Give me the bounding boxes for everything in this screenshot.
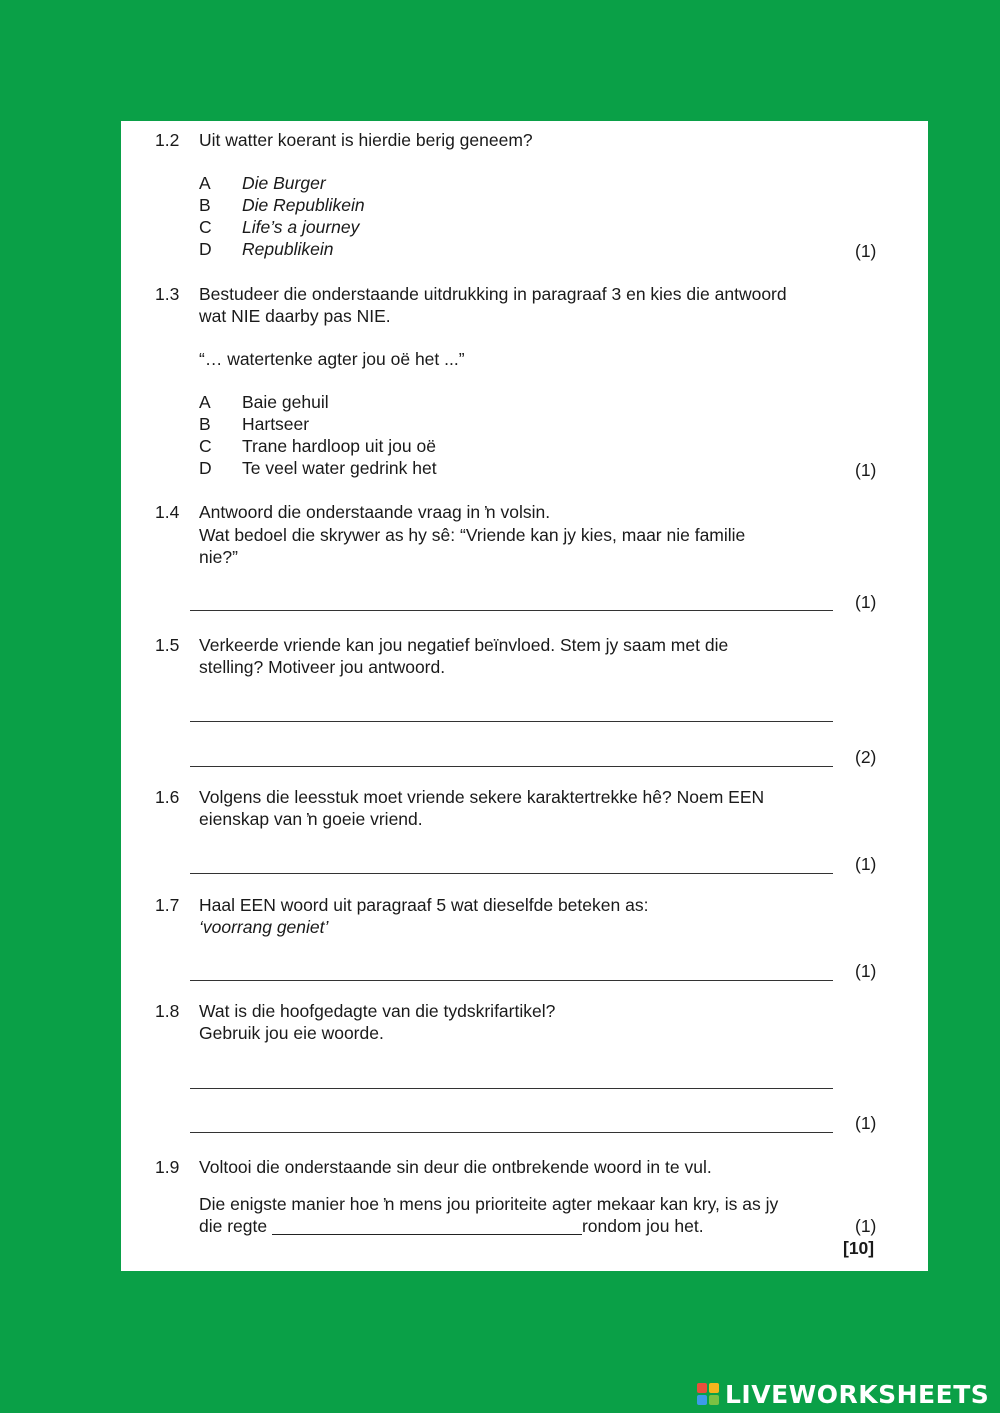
mark-allocation: (1) — [855, 1113, 877, 1133]
question-text: Voltooi die onderstaande sin deur die ontbrekende woord in te vul. — [199, 1157, 712, 1177]
question-number: 1.4 — [155, 502, 180, 522]
question-number: 1.5 — [155, 635, 180, 655]
option-text: Trane hardloop uit jou oë — [242, 436, 436, 456]
option-letter: A — [199, 173, 211, 193]
answer-line[interactable] — [190, 1088, 833, 1089]
option-text: Hartseer — [242, 414, 310, 434]
question-text: Wat is die hoofgedagte van die tydskrifartikel? — [199, 1001, 556, 1021]
fill-in-sentence — [199, 1215, 704, 1237]
question-text: ‘voorrang geniet’ — [199, 917, 329, 937]
question-text: Wat bedoel die skrywer as hy sê: “Vriende kan jy kies, maar nie familie — [199, 525, 746, 545]
question-text: wat NIE daarby pas NIE. — [199, 306, 391, 326]
option-letter: D — [199, 458, 212, 478]
question-text: Haal EEN woord uit paragraaf 5 wat dieselfde beteken as: — [199, 895, 649, 915]
question-text: Gebruik jou eie woorde. — [199, 1023, 384, 1043]
worksheet-page — [121, 121, 928, 1271]
mark-allocation: (1) — [855, 1216, 877, 1236]
sentence-text: Die enigste manier hoe ŉ mens jou prioriteite agter mekaar kan kry, is as jy — [199, 1194, 779, 1214]
question-text: Verkeerde vriende kan jou negatief beïnvloed. Stem jy saam met die — [199, 635, 729, 655]
option-letter: C — [199, 436, 212, 456]
sentence-after: rondom jou het. — [581, 1216, 704, 1236]
question-text: Volgens die leesstuk moet vriende sekere karaktertrekke hê? Noem EEN — [199, 787, 765, 807]
option-text: Life’s a journey — [242, 217, 360, 237]
option-letter: B — [199, 414, 211, 434]
mark-allocation: (1) — [855, 592, 877, 612]
question-text: nie?” — [199, 547, 238, 567]
answer-line[interactable] — [190, 610, 833, 611]
option-text: Die Burger — [242, 173, 326, 193]
answer-line[interactable] — [190, 766, 833, 767]
option-text: Te veel water gedrink het — [242, 458, 437, 478]
quote: “… watertenke agter jou oë het ...” — [199, 349, 465, 369]
option-letter: B — [199, 195, 211, 215]
option-text: Die Republikein — [242, 195, 365, 215]
question-number: 1.3 — [155, 284, 180, 304]
fill-in-blank[interactable] — [272, 1218, 582, 1235]
question-number: 1.7 — [155, 895, 180, 915]
option-letter: A — [199, 392, 211, 412]
logo-text: LIVEWORKSHEETS — [725, 1379, 990, 1409]
liveworksheets-logo — [697, 1379, 989, 1409]
question-text: Bestudeer die onderstaande uitdrukking in paragraaf 3 en kies die antwoord — [199, 284, 787, 304]
total-marks: [10] — [843, 1238, 875, 1258]
question-number: 1.6 — [155, 787, 180, 807]
answer-line[interactable] — [190, 1132, 833, 1133]
mark-allocation: (1) — [855, 961, 877, 981]
answer-line[interactable] — [190, 980, 833, 981]
mark-allocation: (1) — [855, 854, 877, 874]
mark-allocation: (1) — [855, 241, 877, 261]
question-number: 1.2 — [155, 130, 180, 150]
option-text: Republikein — [242, 239, 334, 259]
question-text: stelling? Motiveer jou antwoord. — [199, 657, 446, 677]
mark-allocation: (2) — [855, 747, 877, 767]
sentence-before: die regte — [199, 1216, 272, 1236]
question-text: Uit watter koerant is hierdie berig geneem? — [199, 130, 533, 150]
question-text: Antwoord die onderstaande vraag in ŉ volsin. — [199, 502, 551, 522]
question-text: eienskap van ŉ goeie vriend. — [199, 809, 423, 829]
option-text: Baie gehuil — [242, 392, 329, 412]
option-letter: C — [199, 217, 212, 237]
option-letter: D — [199, 239, 212, 259]
question-number: 1.8 — [155, 1001, 180, 1021]
answer-line[interactable] — [190, 721, 833, 722]
answer-line[interactable] — [190, 873, 833, 874]
mark-allocation: (1) — [855, 460, 877, 480]
logo-icon — [697, 1383, 719, 1405]
question-number: 1.9 — [155, 1157, 180, 1177]
